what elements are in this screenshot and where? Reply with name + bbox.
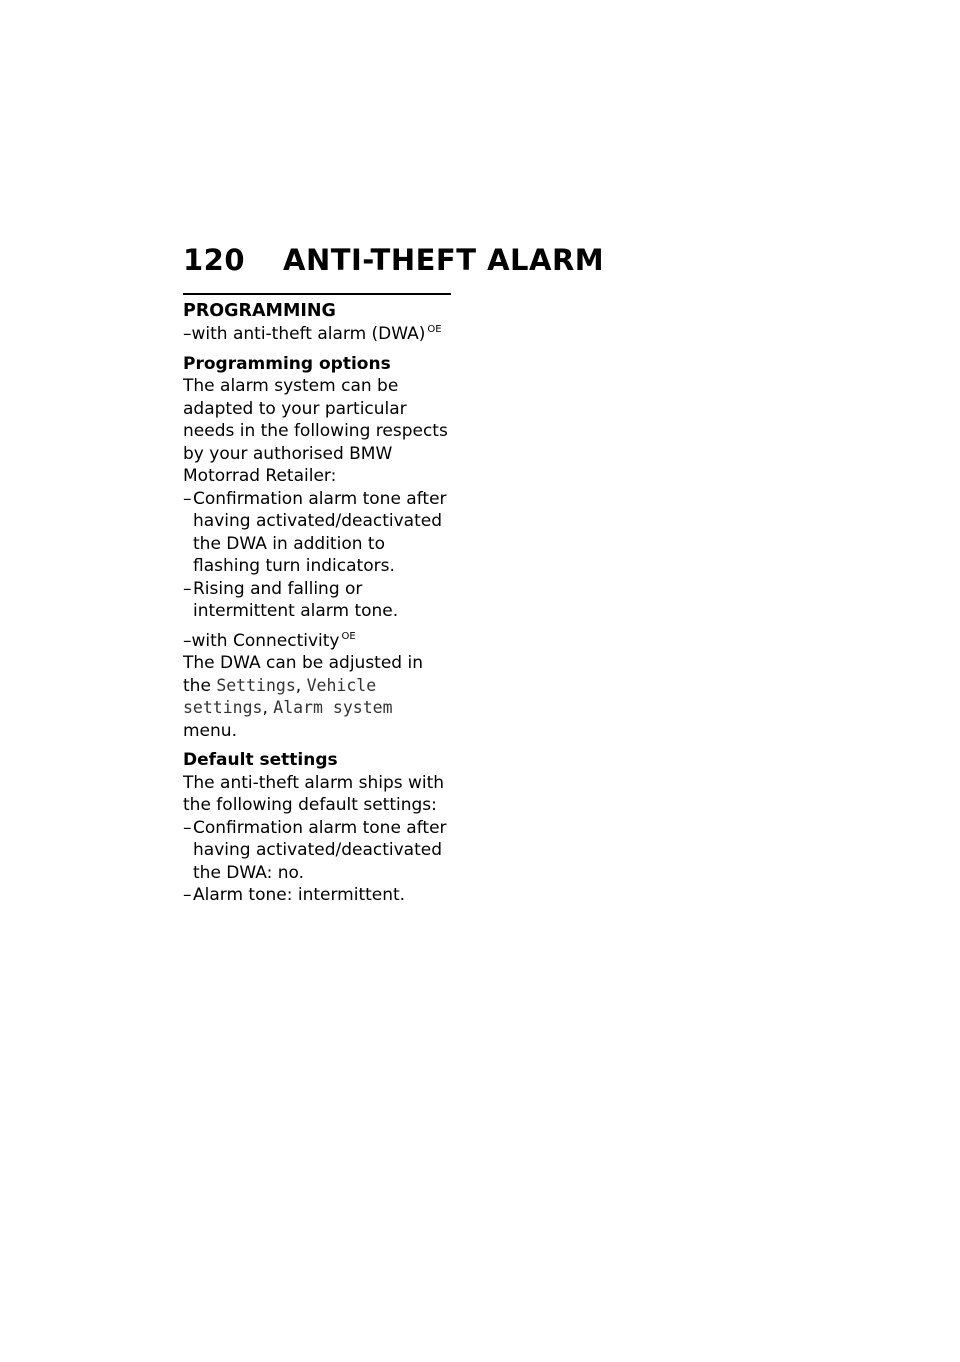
bullet-dash: – xyxy=(183,885,192,905)
programming-options-list xyxy=(183,488,451,623)
optional-equipment-marker: OE xyxy=(341,630,356,642)
optional-equipment-marker: OE xyxy=(427,324,442,335)
page-number: 120 xyxy=(183,243,246,277)
bullet-dash: – xyxy=(183,817,192,838)
menu-vehicle-settings: Vehicle settings xyxy=(183,675,377,717)
connectivity-text-after: menu. xyxy=(183,720,237,741)
menu-separator: , xyxy=(262,698,274,718)
list-item xyxy=(183,578,451,623)
condition-text: with Connectivity xyxy=(191,630,340,651)
list-item xyxy=(183,884,451,907)
programming-options-intro: The alarm system can be adapted to your particular needs in the following respects by your authorised BMW Motorrad Retailer: xyxy=(183,376,448,486)
condition-dash: – xyxy=(183,630,192,651)
list-item-text: Confirmation alarm tone after having activated/deactivated the DWA in addition to flashing turn indicators. xyxy=(193,488,447,576)
connectivity-text-before: The DWA can be adjusted in the xyxy=(183,653,424,696)
chapter-title: ANTI-THEFT ALARM xyxy=(283,243,605,277)
section-title: PROGRAMMING xyxy=(183,301,336,321)
bullet-dash: – xyxy=(183,488,192,509)
condition-dash: – xyxy=(183,324,192,344)
page-content xyxy=(183,293,451,907)
default-settings-list xyxy=(183,817,451,907)
default-settings-intro: The anti-theft alarm ships with the following default settings: xyxy=(183,772,445,815)
condition-text: with anti-theft alarm (DWA) xyxy=(191,324,426,344)
bullet-dash: – xyxy=(183,578,192,599)
section-divider xyxy=(183,293,451,295)
page-header xyxy=(183,243,604,277)
equipment-condition-dwa xyxy=(183,323,451,346)
list-item-text: Alarm tone: intermittent. xyxy=(193,885,406,905)
equipment-condition-connectivity xyxy=(183,630,451,653)
list-item xyxy=(183,817,451,885)
connectivity-paragraph xyxy=(183,652,451,742)
default-settings-heading: Default settings xyxy=(183,750,338,770)
list-item xyxy=(183,488,451,578)
menu-separator: , xyxy=(295,675,307,696)
menu-alarm-system: Alarm system xyxy=(273,698,393,717)
programming-options-heading: Programming options xyxy=(183,353,391,374)
list-item-text: Confirmation alarm tone after having activated/deactivated the DWA: no. xyxy=(193,817,447,883)
menu-settings: Settings xyxy=(216,675,296,695)
list-item-text: Rising and falling or intermittent alarm tone. xyxy=(193,578,399,621)
